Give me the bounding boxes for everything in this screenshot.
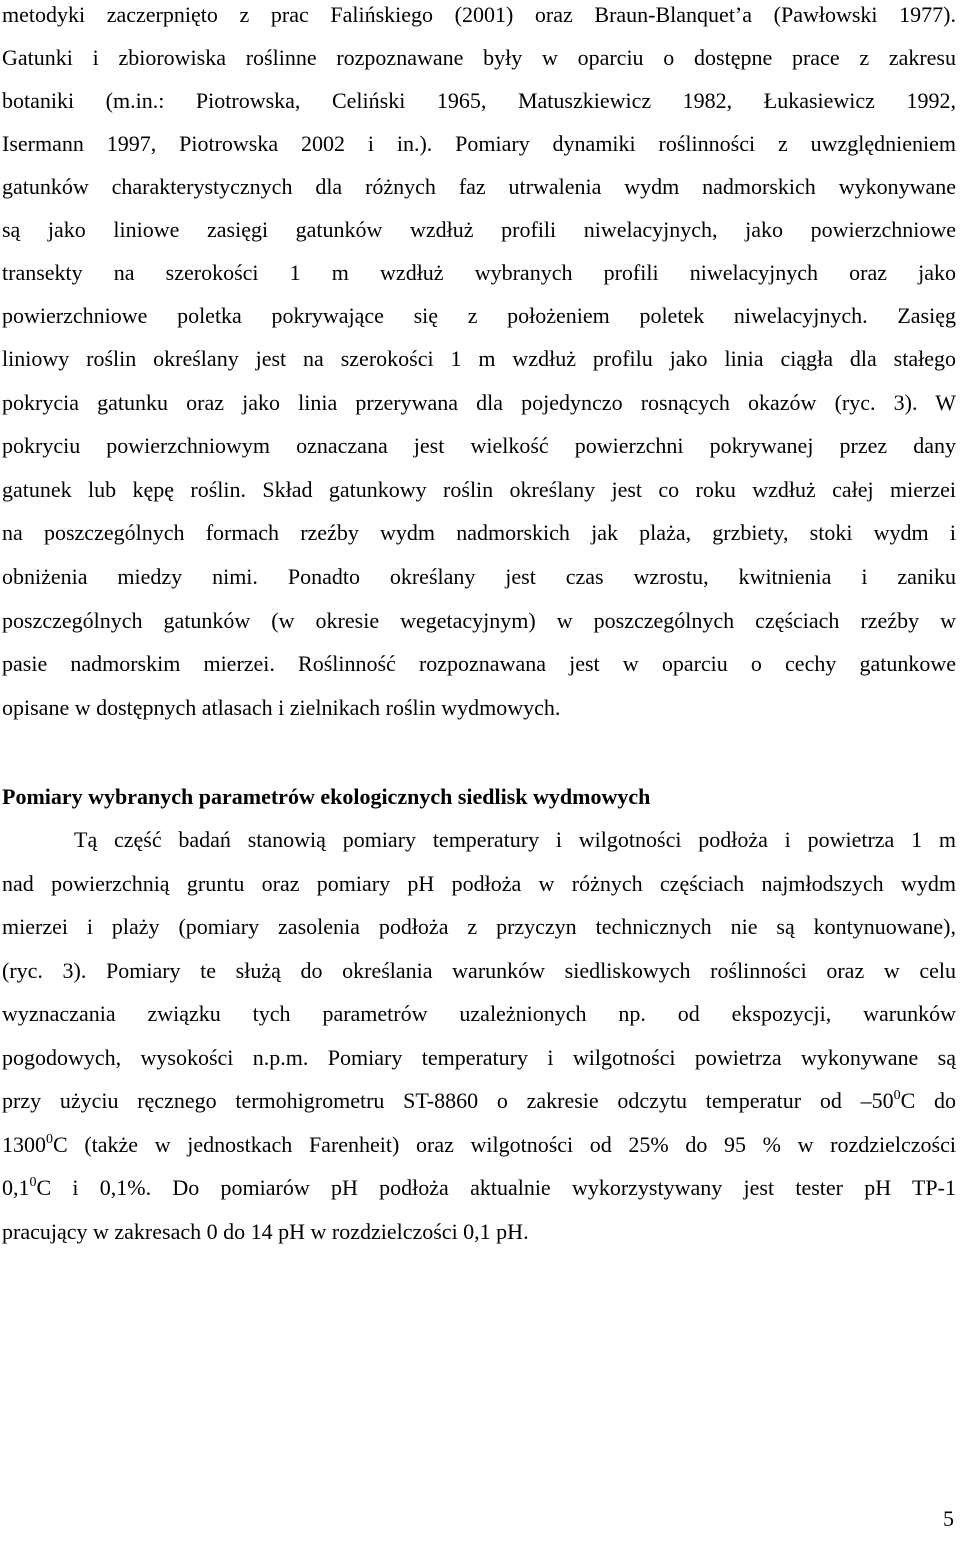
paragraph-1-line-3: botaniki (m.in.: Piotrowska, Celiński 1965, Matuszkiewicz 1982, Łukasiewicz 1992, <box>2 88 956 113</box>
temperature-range-text: przy użyciu ręcznego termohigrometru ST-8860 o zakresie odczytu temperatur od –50 <box>2 1088 894 1113</box>
paragraph-1-line-11: pokryciu powierzchniowym oznaczana jest wielkość powierzchni pokrywanej przez dany <box>2 433 956 458</box>
temperature-max-value: 1300 <box>2 1132 46 1157</box>
temperature-range-unit: C do <box>900 1088 956 1113</box>
paragraph-1-line-6: są jako liniowe zasięgi gatunków wzdłuż profili niwelacyjnych, jako powierzchniowe <box>2 217 956 242</box>
paragraph-1-line-4: Isermann 1997, Piotrowska 2002 i in.). Pomiary dynamiki roślinności z uwzględnieniem <box>2 131 956 156</box>
paragraph-1-line-17: opisane w dostępnych atlasach i zielnikach roślin wydmowych. <box>2 695 561 720</box>
paragraph-1-line-7: transekty na szerokości 1 m wzdłuż wybranych profili niwelacyjnych oraz jako <box>2 260 956 285</box>
degree-superscript: 0 <box>29 1175 37 1190</box>
section-line-3: mierzei i plaży (pomiary zasolenia podłoża z przyczyn technicznych nie są kontynuowane), <box>2 914 956 939</box>
paragraph-1-line-15: poszczególnych gatunków (w okresie wegetacyjnym) w poszczególnych częściach rzeźby w <box>2 608 956 633</box>
paragraph-1-line-8: powierzchniowe poletka pokrywające się z położeniem poletek niwelacyjnych. Zasięg <box>2 303 956 328</box>
section-line-9 <box>2 1175 956 1201</box>
resolution-value: 0,1 <box>2 1175 30 1200</box>
humidity-range-text: C (także w jednostkach Farenheit) oraz wilgotności od 25% do 95 % w rozdzielczości <box>53 1132 956 1157</box>
section-line-6: pogodowych, wysokości n.p.m. Pomiary temperatury i wilgotności powietrza wykonywane są <box>2 1045 956 1070</box>
section-heading: Pomiary wybranych parametrów ekologicznych siedlisk wydmowych <box>2 784 651 809</box>
paragraph-1-line-16: pasie nadmorskim mierzei. Roślinność rozpoznawana jest w oparciu o cechy gatunkowe <box>2 651 956 676</box>
paragraph-1-line-12: gatunek lub kępę roślin. Skład gatunkowy roślin określany jest co roku wzdłuż całej mierzei <box>2 477 956 502</box>
paragraph-1-line-2: Gatunki i zbiorowiska roślinne rozpoznawane były w oparciu o dostępne prace z zakresu <box>2 45 956 70</box>
section-line-5: wyznaczania związku tych parametrów uzależnionych np. od ekspozycji, warunków <box>2 1001 956 1026</box>
paragraph-1-line-13: na poszczególnych formach rzeźby wydm nadmorskich jak plaża, grzbiety, stoki wydm i <box>2 520 956 545</box>
paragraph-1-line-5: gatunków charakterystycznych dla różnych faz utrwalenia wydm nadmorskich wykonywane <box>2 174 956 199</box>
section-line-4: (ryc. 3). Pomiary te służą do określania warunków siedliskowych roślinności oraz w celu <box>2 958 956 983</box>
section-line-2: nad powierzchnią gruntu oraz pomiary pH podłoża w różnych częściach najmłodszych wydm <box>2 871 956 896</box>
ph-tester-text: C i 0,1%. Do pomiarów pH podłoża aktualnie wykorzystywany jest tester pH TP-1 <box>36 1175 956 1200</box>
section-line-7 <box>2 1088 956 1114</box>
section-line-1: Tą część badań stanowią pomiary temperatury i wilgotności podłoża i powietrza 1 m <box>74 827 956 852</box>
paragraph-1-line-1: metodyki zaczerpnięto z prac Falińskiego (2001) oraz Braun-Blanquet’a (Pawłowski 1977). <box>2 2 956 27</box>
page-number: 5 <box>943 1506 954 1531</box>
paragraph-1-line-10: pokrycia gatunku oraz jako linia przerywana dla pojedynczo rosnących okazów (ryc. 3). W <box>2 390 956 415</box>
paragraph-1-line-9: liniowy roślin określany jest na szerokości 1 m wzdłuż profilu jako linia ciągła dla stałego <box>2 346 956 371</box>
section-line-10: pracujący w zakresach 0 do 14 pH w rozdzielczości 0,1 pH. <box>2 1219 529 1244</box>
degree-superscript: 0 <box>893 1088 901 1103</box>
degree-superscript: 0 <box>46 1132 53 1147</box>
section-line-8 <box>2 1132 956 1158</box>
paragraph-1-line-14: obniżenia miedzy nimi. Ponadto określany jest czas wzrostu, kwitnienia i zaniku <box>2 564 956 589</box>
